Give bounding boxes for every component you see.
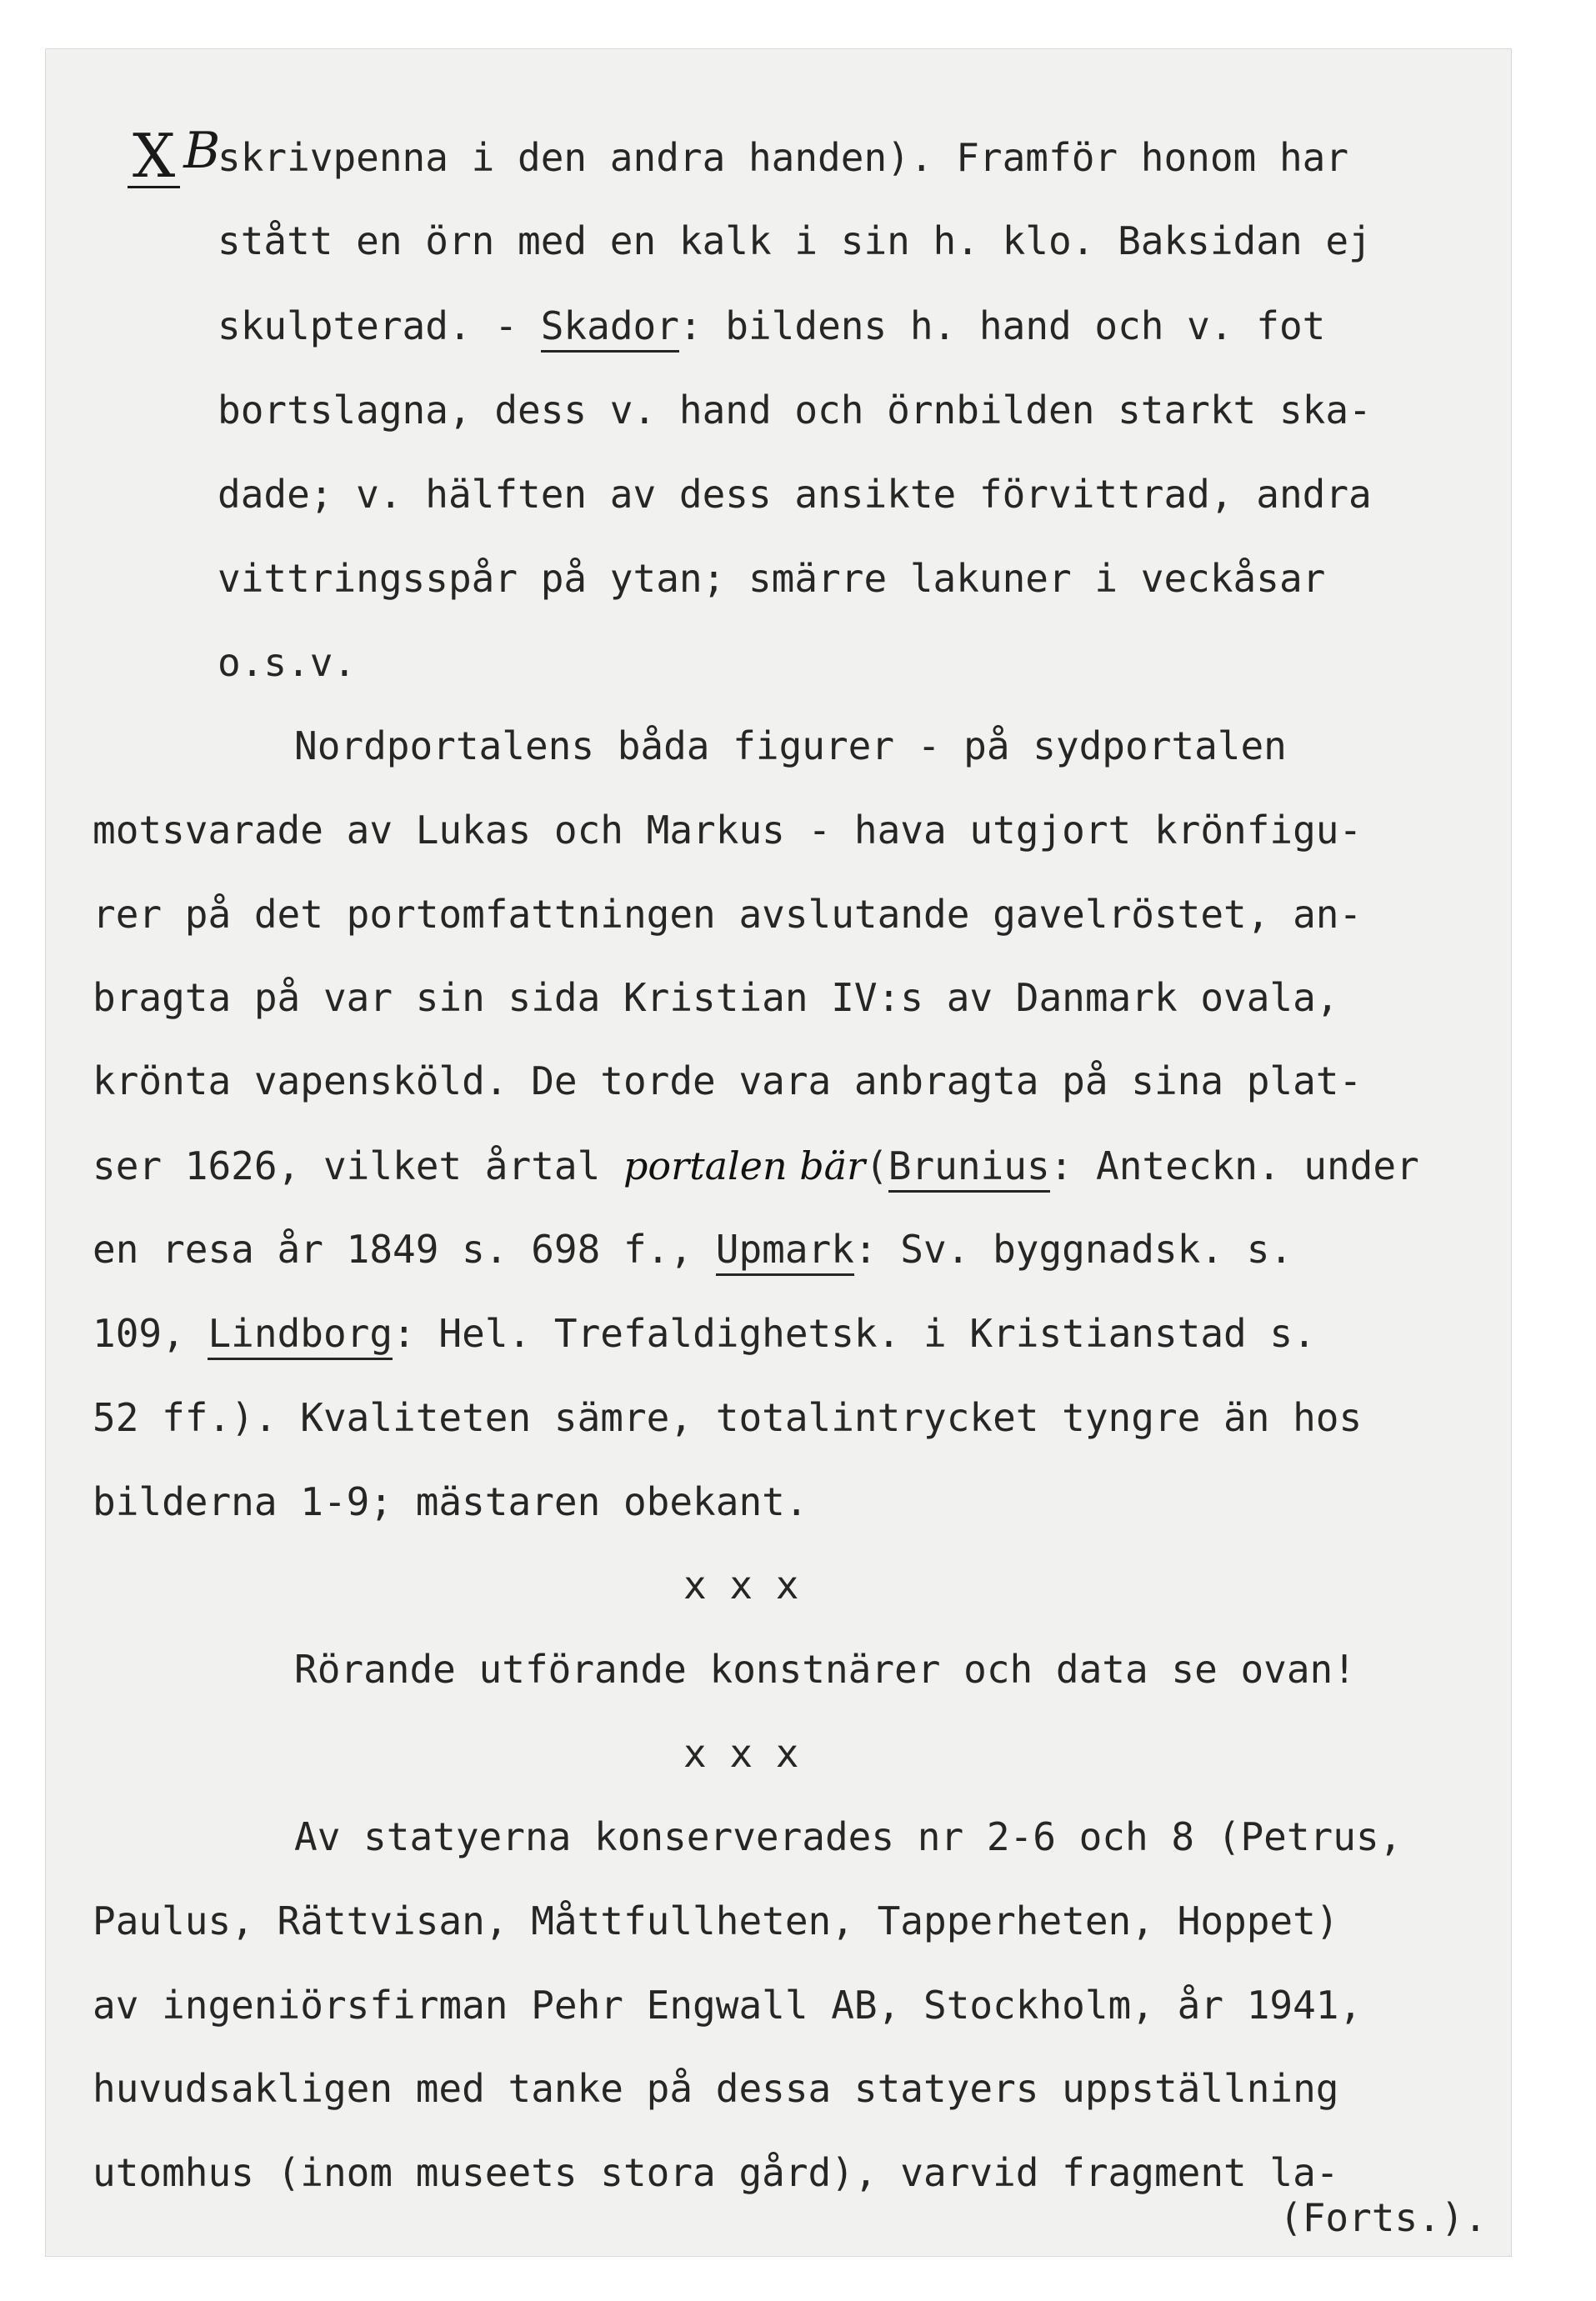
underlined-author: Brunius: [888, 1143, 1050, 1193]
text-line: Nordportalens båda figurer - på sydportalen: [294, 723, 1287, 768]
separator: x x x: [683, 1563, 799, 1608]
section-roman-numeral: X: [128, 126, 180, 188]
text-line: [93, 1224, 1293, 1274]
text-line: skrivpenna i den andra handen). Framför honom har: [218, 135, 1349, 180]
text-line: krönta vapensköld. De torde vara anbragta på sina plat-: [93, 1058, 1363, 1103]
handwritten-insertion: portalen bär: [623, 1143, 866, 1188]
text-segment: : Hel. Trefaldighetsk. i Kristianstad s.: [393, 1311, 1316, 1356]
text-segment: : Sv. byggnadsk. s.: [853, 1227, 1293, 1272]
text-line: Rörande utförande konstnärer och data se ovan!: [294, 1647, 1356, 1692]
text-segment: (: [865, 1143, 888, 1188]
text-line: motsvarade av Lukas och Markus - hava utgjort krönfigu-: [93, 808, 1363, 853]
text-segment: skulpterad. -: [218, 303, 541, 348]
text-segment: en resa år 1849 s. 698 f.,: [93, 1227, 716, 1272]
text-line: huvudsakligen med tanke på dessa statyers uppställning: [93, 2066, 1339, 2111]
text-line: rer på det portomfattningen avslutande gavelröstet, an-: [93, 892, 1363, 937]
text-segment: ser 1626, vilket årtal: [93, 1143, 623, 1188]
text-line: [218, 301, 1325, 351]
separator: x x x: [683, 1731, 799, 1776]
continuation-note: (Forts.).: [1279, 2195, 1488, 2240]
text-line: bortslagna, dess v. hand och örnbilden starkt ska-: [218, 388, 1372, 433]
underlined-author: Lindborg: [208, 1311, 393, 1360]
document-page: [45, 48, 1512, 2257]
text-line: 52 ff.). Kvaliteten sämre, totalintrycket tyngre än hos: [93, 1395, 1363, 1440]
section-letter: B: [183, 122, 221, 180]
text-line: bilderna 1-9; mästaren obekant.: [93, 1479, 808, 1524]
text-line: o.s.v.: [218, 640, 357, 685]
text-line: dade; v. hälften av dess ansikte förvittrad, andra: [218, 472, 1372, 517]
text-segment: 109,: [93, 1311, 208, 1356]
text-segment: : Anteckn. under: [1049, 1143, 1419, 1188]
underlined-author: Upmark: [716, 1227, 854, 1276]
text-line: stått en örn med en kalk i sin h. klo. Baksidan ej: [218, 218, 1372, 263]
underlined-term: Skador: [541, 303, 679, 353]
text-line: [93, 1141, 1419, 1191]
text-line: utomhus (inom museets stora gård), varvid fragment la-: [93, 2150, 1339, 2195]
text-line: vittringsspår på ytan; smärre lakuner i veckåsar: [218, 556, 1326, 601]
text-line: Paulus, Rättvisan, Måttfullheten, Tapperheten, Hoppet): [93, 1898, 1339, 1943]
text-line: bragta på var sin sida Kristian IV:s av Danmark ovala,: [93, 975, 1339, 1020]
text-line: Av statyerna konserverades nr 2-6 och 8 (Petrus,: [294, 1814, 1403, 1859]
text-segment: : bildens h. hand och v. fot: [678, 303, 1326, 348]
text-line: av ingeniörsfirman Pehr Engwall AB, Stockholm, år 1941,: [93, 1983, 1363, 2028]
text-line: [93, 1308, 1316, 1358]
handwritten-section-mark: [128, 121, 221, 191]
